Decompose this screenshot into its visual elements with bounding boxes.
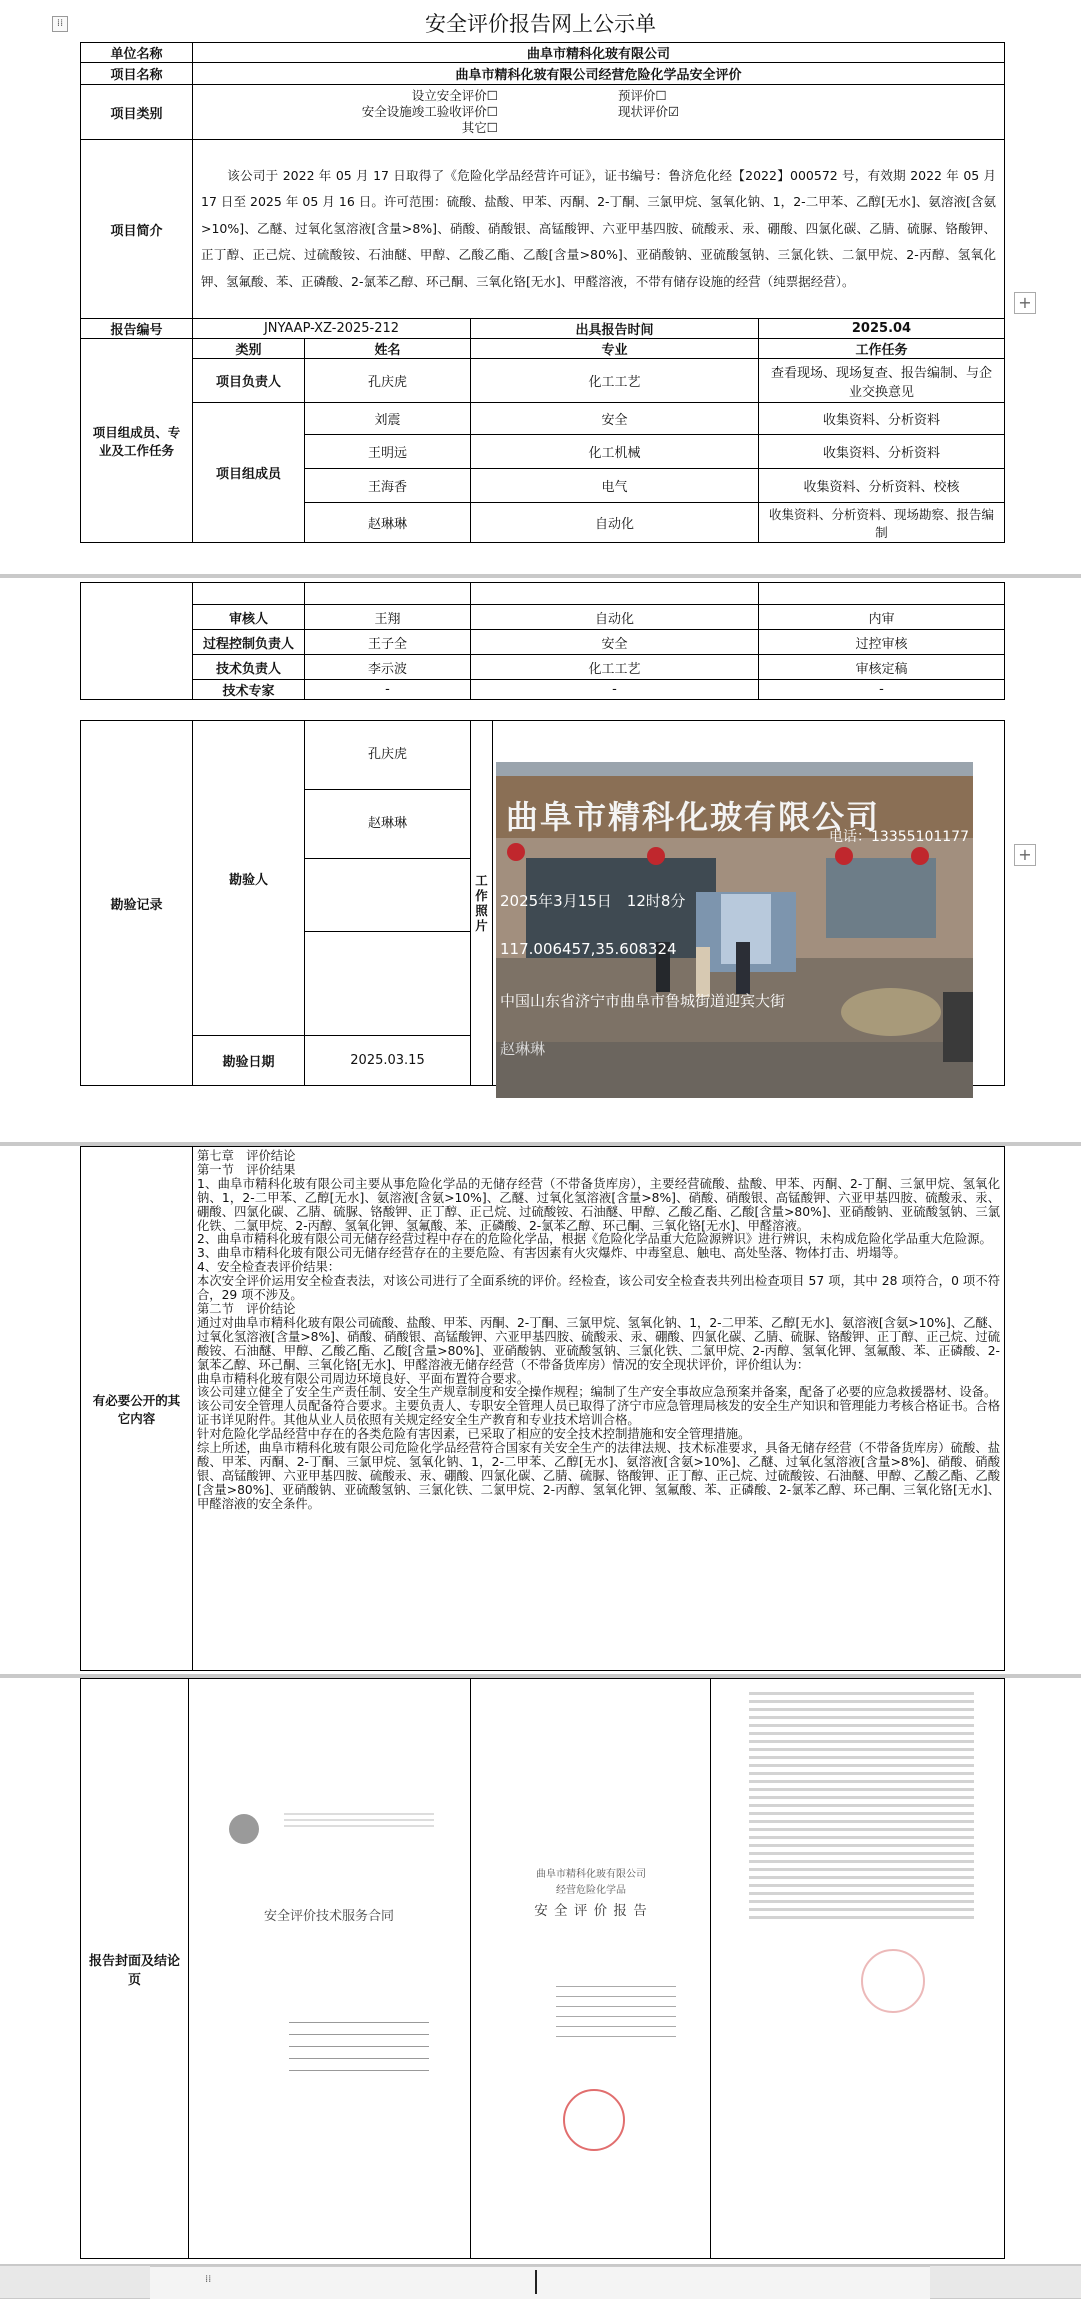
project-label: 项目名称 <box>81 63 193 85</box>
more-name: 李示波 <box>305 655 471 680</box>
conclusion-line: 综上所述，曲阜市精科化玻有限公司危险化学品经营符合国家有关安全生产的法律法规、技术标准要求，具备无储存经营（不带备货库房）硫酸、盐酸、甲苯、丙酮、2-丁酮、三氯甲烷、氢氧化钠、1，2-二甲苯、乙醇[无水]、氨溶液[含氨>10%]、乙醚、过氧化氢溶液[含量>8%]、硝酸、硝酸银、高锰酸钾、六亚甲基四胺、硫酸汞、汞、硼酸、四氯化碳、乙腈、硫脲、铬酸钾、正丁醇、正己烷、过硫酸铵、石油醚、甲醇、乙酸乙酯、乙酸[含量>80%]、亚硝酸钠、亚硫酸氢钠、三氯化铁、二氯甲烷、2-丙醇、氢氧化钾、氢氟酸、苯、正磷酸、2-氯苯乙醇、环己酮、三氧化铬[无水]、甲醛溶液的安全条件。 <box>197 1441 1000 1511</box>
member-major: 电气 <box>471 469 759 503</box>
member-task: 收集资料、分析资料、校核 <box>759 469 1005 503</box>
cover-label: 报告封面及结论页 <box>81 1679 189 2259</box>
category-option-other[interactable]: 其它☐ <box>461 120 498 135</box>
conclusion-line: 3、曲阜市精科化玻有限公司无储存经营存在的主要危险、有害因素有火灾爆炸、中毒窒息、触电、高处坠落、物体打击、坍塌等。 <box>197 1246 906 1261</box>
add-row-icon[interactable]: + <box>1014 844 1036 866</box>
leader-task: 查看现场、现场复查、报告编制、与企业交换意见 <box>759 359 1005 403</box>
conclusion-page-lines <box>749 1687 974 1924</box>
members-header-name: 姓名 <box>305 339 471 359</box>
conclusion-line: 2、曲阜市精科化玻有限公司无储存经营过程中存在的危险化学品，根据《危险化学品重大危险源辨识》进行辨识，未构成危险化学品重大危险源。 <box>197 1232 992 1247</box>
conclusion-page-cell <box>711 1679 1005 2259</box>
photo-name: 赵琳琳 <box>500 1040 546 1058</box>
more-major: 安全 <box>471 630 759 655</box>
photo-label-text: 工作照片 <box>475 873 488 933</box>
drag-handle-icon[interactable]: ⁞⁞ <box>205 2274 212 2285</box>
category-option-acceptance[interactable]: 安全设施竣工验收评价☐ <box>361 104 498 119</box>
report-cover-cell <box>471 1679 711 2259</box>
leader-name: 孔庆虎 <box>305 359 471 403</box>
horizontal-scrollbar[interactable] <box>150 2266 930 2299</box>
shop-sign: 曲阜市精科化玻有限公司 <box>506 798 881 836</box>
conclusion-line: 本次安全评价运用安全检查表法，对该公司进行了全面系统的评价。经检查，该公司安全检查表共列出检查项目 57 项，其中 28 项符合，0 项不符合，29 项不涉及。 <box>197 1274 1000 1303</box>
contract-title: 安全评价技术服务合同 <box>263 1909 394 1924</box>
report-no-label: 报告编号 <box>81 319 193 339</box>
empty-cell <box>471 583 759 605</box>
more-task: 过控审核 <box>759 630 1005 655</box>
member-name: 刘震 <box>305 403 471 435</box>
page-1 <box>0 0 1081 574</box>
more-name: - <box>305 680 471 700</box>
intro-text <box>193 140 1005 319</box>
conclusion-line: 该公司安全管理人员配备符合要求。主要负责人、专职安全管理人员已取得了济宁市应急管理局核发的安全生产知识和管理能力考核合格证书。合格证书详见附件。其他从业人员依照有关规定经安全生产教育和专业技术培训合格。 <box>197 1399 1000 1428</box>
cover-table <box>80 1678 1005 2259</box>
empty-cell <box>81 583 193 700</box>
project-value: 曲阜市精科化玻有限公司经营危险化学品安全评价 <box>193 63 1005 85</box>
report-time-value: 2025.04 <box>759 319 1005 339</box>
more-major: 自动化 <box>471 605 759 630</box>
report-time-label: 出具报告时间 <box>471 319 759 339</box>
red-seal-stamp-icon <box>861 1949 925 2013</box>
conclusion-line: 第一节 评价结果 <box>197 1162 296 1177</box>
review-table <box>80 582 1005 700</box>
survey-date-label: 勘验日期 <box>193 1036 305 1086</box>
conclusion-line: 针对危险化学品经营中存在的各类危险有害因素，已采取了相应的安全技术控制措施和安全管理措施。 <box>197 1427 751 1442</box>
info-table <box>80 42 1005 543</box>
more-task: - <box>759 680 1005 700</box>
contract-cover-cell <box>189 1679 471 2259</box>
empty-cell <box>193 583 305 605</box>
conclusion-line: 第七章 评价结论 <box>197 1149 296 1163</box>
leader-cat: 项目负责人 <box>193 359 305 403</box>
add-row-icon[interactable]: + <box>1014 292 1036 314</box>
more-cat: 技术专家 <box>193 680 305 700</box>
contract-fields <box>229 2011 429 2082</box>
category-option-pre[interactable]: 预评价☐ <box>618 88 667 103</box>
disclosure-content <box>193 1147 1005 1671</box>
empty-cell <box>305 932 471 1036</box>
page-3 <box>0 1146 1081 1674</box>
surveyor-label: 勘验人 <box>193 721 305 1036</box>
conclusion-line: 通过对曲阜市精科化玻有限公司硫酸、盐酸、甲苯、丙酮、2-丁酮、三氯甲烷、氢氧化钠、1，2-二甲苯、乙醇[无水]、氨溶液[含氨>10%]、乙醚、过氧化氢溶液[含量>8%]、硝酸、硝酸银、高锰酸钾、六亚甲基四胺、硫酸汞、汞、硼酸、四氯化碳、乙腈、硫脲、铬酸钾、正丁醇、正己烷、过硫酸铵、石油醚、甲醇、乙酸乙酯、乙酸[含量>80%]、亚硝酸钠、亚硫酸氢钠、三氯化铁、二氯甲烷、2-丙醇、氢氧化钾、氢氟酸、苯、正磷酸、2-氯苯乙醇、环己酮、三氧化铬[无水]、甲醛溶液无储存经营（不带备货库房）情况的安全现状评价，评价组认为： <box>197 1315 1000 1372</box>
more-cat: 审核人 <box>193 605 305 630</box>
seal-logo-icon <box>229 1814 259 1844</box>
status-bar <box>0 2266 1081 2298</box>
member-major: 安全 <box>471 403 759 435</box>
more-major: - <box>471 680 759 700</box>
surveyor-name: 孔庆虎 <box>305 721 470 790</box>
conclusion-line: 曲阜市精科化玻有限公司周边环境良好、平面布置符合要求。 <box>197 1371 530 1386</box>
member-major: 化工机械 <box>471 435 759 469</box>
text-cursor <box>535 2270 537 2294</box>
more-name: 王子全 <box>305 630 471 655</box>
report-cover-sub: 经营危险化学品 <box>556 1885 626 1896</box>
member-name: 王明远 <box>305 435 471 469</box>
red-seal-stamp-icon <box>563 2089 625 2151</box>
intro-body: 该公司于 2022 年 05 月 17 日取得了《危险化学品经营许可证》，证书编号：鲁济危化经【2022】000572 号，有效期 2022 年 05 月 17 日至 2025 年 05 月 16 日。许可范围：硫酸、盐酸、甲苯、丙酮、2-丁酮、三氯甲烷、氢氧化钠、1，2-二甲苯、乙醇[无水]、氨溶液[含氨>10%]、乙醚、过氧化氢溶液[含量>8%]、硝酸、硝酸银、高锰酸钾、六亚甲基四胺、硫酸汞、汞、硼酸、四氯化碳、乙腈、硫脲、铬酸钾、正丁醇、正己烷、过硫酸铵、石油醚、甲醇、乙酸乙酯、乙酸[含量>80%]、亚硝酸钠、亚硫酸氢钠、三氯化铁、二氯甲烷、2-丙醇、氢氧化钾、氢氟酸、苯、正磷酸、2-氯苯乙醇、环己酮、三氧化铬[无水]、甲醛溶液，不带有储存设施的经营（纯票据经营）。 <box>201 167 997 289</box>
report-cover-title: 安 全 评 价 报 告 <box>534 1903 648 1919</box>
survey-date-value: 2025.03.15 <box>305 1036 471 1086</box>
page-title: 安全评价报告网上公示单 <box>425 12 656 36</box>
members-header-cat: 类别 <box>193 339 305 359</box>
unit-value: 曲阜市精科化玻有限公司 <box>193 43 1005 63</box>
members-header-task: 工作任务 <box>759 339 1005 359</box>
conclusion-line: 第二节 评价结论 <box>197 1301 296 1316</box>
more-name: 王翔 <box>305 605 471 630</box>
disclosure-table <box>80 1146 1005 1671</box>
photo-coords: 117.006457,35.608324 <box>500 940 677 958</box>
member-task: 收集资料、分析资料 <box>759 403 1005 435</box>
more-cat: 过程控制负责人 <box>193 630 305 655</box>
surveyor-name: 赵琳琳 <box>305 790 470 859</box>
photo-label <box>471 721 493 1086</box>
member-major: 自动化 <box>471 503 759 543</box>
report-cover-fields <box>506 1977 676 2046</box>
page-4 <box>0 1678 1081 2264</box>
report-cover-company: 曲阜市精科化玻有限公司 <box>536 1869 646 1880</box>
table-move-handle-icon[interactable]: ⁞⁞ <box>52 16 68 32</box>
work-photo <box>496 762 973 1098</box>
more-task: 审核定稿 <box>759 655 1005 680</box>
members-label: 项目组成员、专业及工作任务 <box>81 339 193 543</box>
photo-timestamp: 2025年3月15日 12时8分 <box>500 892 686 910</box>
leader-major: 化工工艺 <box>471 359 759 403</box>
category-option-setup[interactable]: 设立安全评价☐ <box>411 88 498 103</box>
empty-cell <box>759 583 1005 605</box>
conclusion-line: 该公司建立健全了安全生产责任制、安全生产规章制度和安全操作规程；编制了生产安全事故应急预案并备案，配备了必要的应急救援器材、设备。 <box>197 1385 997 1400</box>
members-header-major: 专业 <box>471 339 759 359</box>
intro-label: 项目简介 <box>81 140 193 319</box>
member-name: 王海香 <box>305 469 471 503</box>
report-no-value: JNYAAP-XZ-2025-212 <box>193 319 471 339</box>
photo-location: 中国山东省济宁市曲阜市鲁城街道迎宾大街 <box>500 992 786 1010</box>
group-cat: 项目组成员 <box>193 403 305 543</box>
more-cat: 技术负责人 <box>193 655 305 680</box>
disclosure-label: 有必要公开的其它内容 <box>81 1147 193 1671</box>
conclusion-line: 1、曲阜市精科化玻有限公司主要从事危险化学品的无储存经营（不带备货库房），主要经营硫酸、盐酸、甲苯、丙酮、2-丁酮、三氯甲烷、氢氧化钠、1，2-二甲苯、乙醇[无水]、氨溶液[含氨>10%]、乙醚、过氧化氢溶液[含量>8%]、硝酸、硝酸银、高锰酸钾、六亚甲基四胺、硫酸汞、汞、硼酸、四氯化碳、乙腈、硫脲、铬酸钾、正丁醇、正己烷、过硫酸铵、石油醚、甲醇、乙酸乙酯、乙酸[含量>80%]、亚硝酸钠、亚硫酸氢钠、三氯化铁、二氯甲烷、2-丙醇、氢氧化钾、氢氟酸、苯、正磷酸、2-氯苯乙醇、环己酮、三氧化铬[无水]、甲醛溶液。 <box>197 1176 1000 1233</box>
category-option-status[interactable]: 现状评价☑ <box>618 104 680 119</box>
shop-phone: 电话：13355101177 <box>829 829 969 845</box>
empty-cell <box>305 583 471 605</box>
contract-meta <box>284 1809 434 1831</box>
unit-label: 单位名称 <box>81 43 193 63</box>
survey-label: 勘验记录 <box>81 721 193 1086</box>
more-task: 内审 <box>759 605 1005 630</box>
category-label: 项目类别 <box>81 85 193 140</box>
more-major: 化工工艺 <box>471 655 759 680</box>
category-options <box>193 85 1005 140</box>
member-name: 赵琳琳 <box>305 503 471 543</box>
empty-cell <box>305 859 470 931</box>
conclusion-line: 4、安全检查表评价结果： <box>197 1260 341 1275</box>
member-task: 收集资料、分析资料、现场勘察、报告编制 <box>759 503 1005 543</box>
member-task: 收集资料、分析资料 <box>759 435 1005 469</box>
